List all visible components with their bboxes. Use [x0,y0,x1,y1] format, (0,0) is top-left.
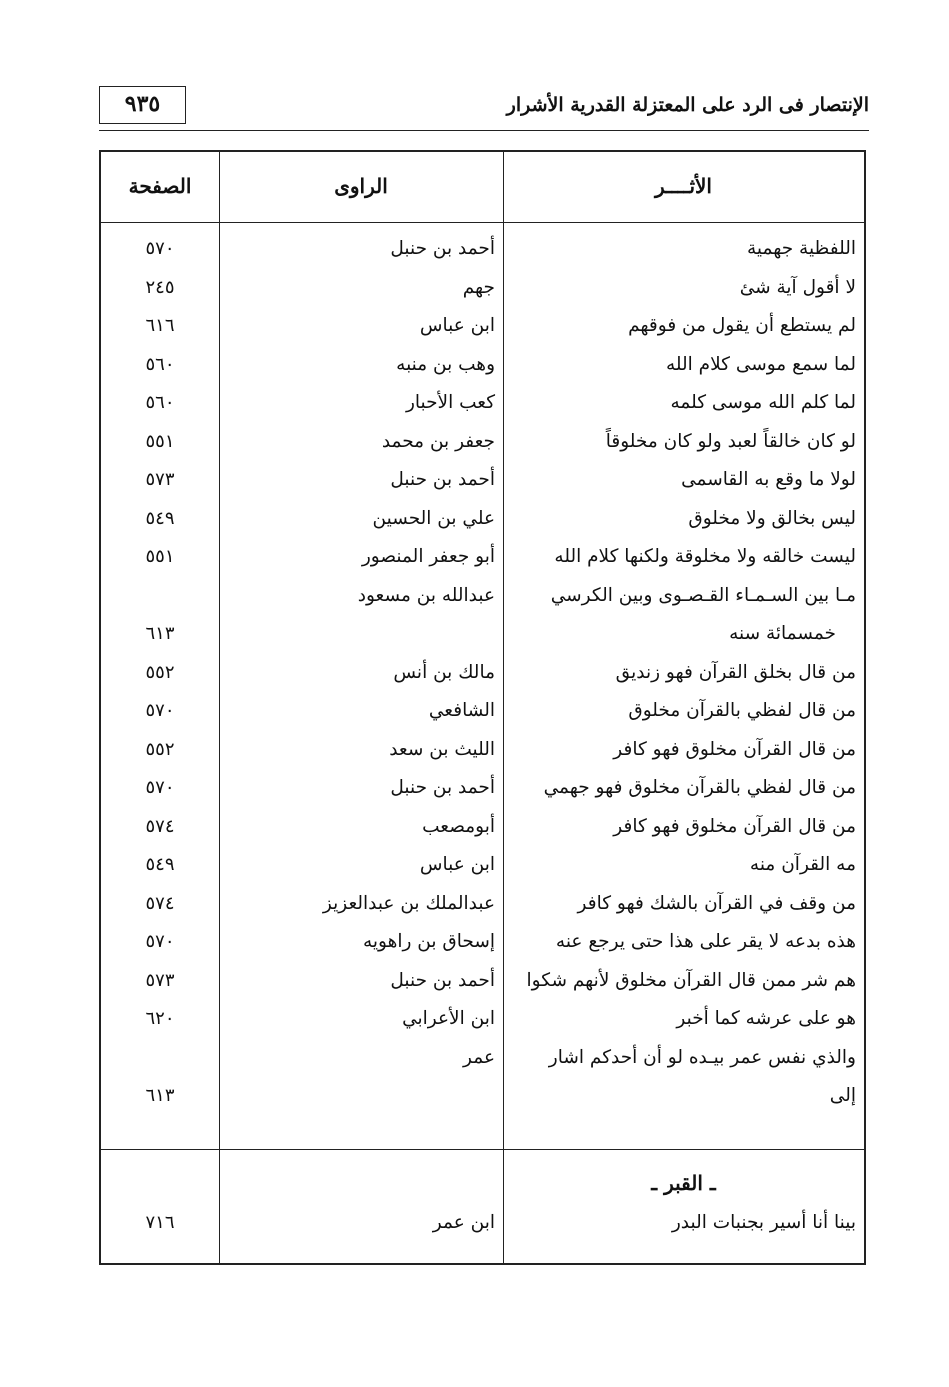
rawi-cell: إسحاق بن راهويه [362,931,495,952]
page-cell: ٥٤٩ [145,854,175,875]
rawi-cell: أبو جعفر المنصور [361,546,495,567]
header-divider [101,222,864,223]
athar-cell: من وقف في القرآن بالشك فهو كافر [577,892,856,914]
page-cell: ٢٤٥ [145,276,175,298]
athar-cell: خمسمائة سنه [729,623,836,644]
page-cell: ٦١٣ [145,1085,175,1106]
table-row [101,538,864,577]
table-row [101,654,864,693]
table-row [101,885,864,924]
table-row [101,269,864,308]
page-number: ٩٣٥ [99,86,186,124]
column-header-page: الصفحة [128,174,192,198]
rawi-cell: ابن الأعرابي [402,1008,495,1029]
athar-cell: هو على عرشه كما أخبر [676,1008,856,1029]
rawi-cell: عبدالملك بن عبدالعزيز [322,892,495,914]
athar-cell: مـا بين السـمـاء القـصـوى وبين الكرسي [550,584,856,606]
column-header-athar: الأثــــر [654,174,712,198]
section-divider [101,1149,864,1150]
rawi-cell: أحمد بن حنبل [390,469,495,490]
rawi-cell: أحمد بن حنبل [390,238,495,259]
table-row [101,346,864,385]
athar-cell: لم يستطع أن يقول من فوقهم [628,315,856,336]
table-row [101,384,864,423]
rawi-cell: جعفر بن محمد [381,430,495,452]
page-cell: ٦٢٠ [145,1008,175,1029]
rawi-cell: كعب الأحبار [405,392,495,413]
table-row [101,307,864,346]
table-row [101,1204,864,1242]
table-row [101,1000,864,1039]
athar-cell: لولا ما وقع به القاسمى [681,469,856,490]
rawi-cell: الشافعي [428,700,495,721]
athar-cell: بينا أنا أسير بجنبات البدر [671,1212,856,1233]
page-cell: ٥٥١ [145,546,175,567]
athar-cell: إلى [829,1085,856,1106]
table-row [101,692,864,731]
rawi-cell: ابن عمر [432,1212,495,1233]
running-header-title: الإنتصار فى الرد على المعتزلة القدرية الأشرار [506,94,869,116]
page-cell: ٥٦٠ [145,392,175,413]
table-row [101,923,864,962]
table-row [101,731,864,770]
table-row [101,461,864,500]
page-cell: ٥٧٣ [145,469,175,490]
athar-cell: من قال القرآن مخلوق فهو كافر [613,815,856,837]
table-row [101,423,864,462]
table-row [101,808,864,847]
page-cell: ٥٧٤ [145,892,175,914]
table-row [101,769,864,808]
table-row [101,1039,864,1078]
table-row [101,615,864,654]
page-cell: ٥٧٠ [145,700,175,721]
table-row [101,962,864,1001]
athar-cell: ليست خالقه ولا مخلوقة ولكنها كلام الله [554,546,856,567]
athar-cell: لما كلم الله موسى كلمه [670,392,856,413]
section-heading-qabr: ـ القبر ـ [651,1171,716,1195]
page-cell: ٥٧٤ [145,815,175,837]
table-row [101,230,864,269]
column-header-rawi: الراوى [334,174,388,198]
athar-cell: من قال لفظي بالقرآن مخلوق [628,700,856,721]
page-cell: ٥٤٩ [145,507,175,529]
page-cell: ٥٥١ [145,430,175,452]
rawi-cell: الليث بن سعد [389,738,495,760]
athar-cell: لما سمع موسى كلام الله [665,353,856,375]
table-row [101,846,864,885]
athar-index-table [99,150,866,1265]
table-row [101,1077,864,1116]
page-cell: ٦١٦ [145,315,175,336]
athar-cell: ليس بخالق ولا مخلوق [688,507,856,529]
rawi-cell: ابن عباس [419,315,495,336]
page-cell: ٥٥٢ [145,661,175,683]
athar-cell: مه القرآن منه [749,854,856,875]
page-cell: ٥٥٢ [145,738,175,760]
rawi-cell: أبومصعب [422,815,495,837]
rawi-cell: عبدالله بن مسعود [357,584,495,606]
athar-cell: اللفظية جهمية [747,238,856,259]
page-cell: ٥٧٠ [145,931,175,952]
page-cell: ٥٧٣ [145,969,175,991]
rawi-cell: مالك بن أنس [393,661,495,683]
athar-cell: لو كان خالقاً لعبد ولو كان مخلوقاً [605,430,856,452]
page-cell: ٥٧٠ [145,777,175,798]
athar-cell: لا أقول آية شئ [739,276,856,298]
page-cell: ٧١٦ [145,1212,175,1233]
page-cell: ٥٦٠ [145,353,175,375]
rawi-cell: أحمد بن حنبل [390,777,495,798]
athar-cell: من قال لفظي بالقرآن مخلوق فهو جهمي [543,777,856,798]
athar-cell: هم شر ممن قال القرآن مخلوق لأنهم شكوا [526,969,856,991]
table-body [101,230,864,1116]
rawi-cell: وهب بن منبه [396,353,495,375]
rawi-cell: أحمد بن حنبل [390,969,495,991]
rawi-cell: عمر [463,1046,495,1068]
rawi-cell: جهم [462,276,495,298]
header-rule [99,130,869,131]
table-row [101,500,864,539]
athar-cell: والذي نفس عمر بيـده لو أن أحدكم اشار [548,1046,856,1068]
rawi-cell: علي بن الحسين [372,507,495,529]
table-row [101,577,864,616]
page-cell: ٥٧٠ [145,238,175,259]
rawi-cell: ابن عباس [419,854,495,875]
page-cell: ٦١٣ [145,623,175,644]
athar-cell: هذه بدعه لا يقر على هذا حتى يرجع عنه [555,931,856,952]
athar-cell: من قال بخلق القرآن فهو زنديق [615,661,856,683]
athar-cell: من قال القرآن مخلوق فهو كافر [613,738,856,760]
